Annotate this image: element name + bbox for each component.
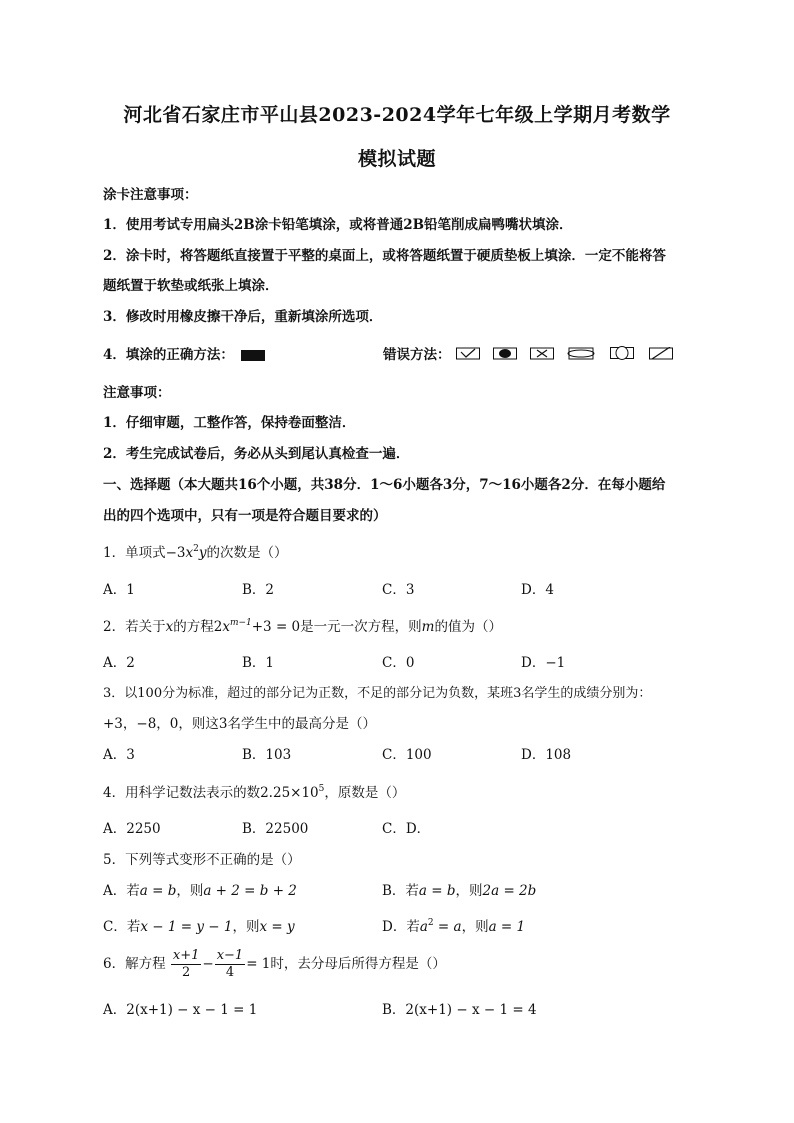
q2-post1: 是一元一次方程，则 [300,619,422,635]
q5-d-expr2: a = 1 [488,919,526,935]
note-2: 2．考生完成试卷后，务必从头到尾认真检查一遍． [103,446,410,462]
q1-post: 的次数是（） [206,545,288,561]
q6-option-b [382,998,537,1018]
wrong-check-mark-icon [456,345,480,364]
q1-expr-x: x [185,545,194,561]
q6-f1-den: 2 [182,965,191,980]
q5-c-expr2: x = y [259,919,295,935]
q2-pre: 2．若关于 [103,619,166,635]
wrong-circle-outline-icon [610,345,634,364]
q1-expr-sign: −3 [165,545,186,561]
card-note-2b: 题纸置于软垫或纸张上填涂． [103,278,279,294]
q3-option-c: C．100 [382,747,432,763]
wrong-methods-label: 错误方法： [383,347,451,363]
question-4-stem [103,781,405,801]
wrong-dot-fill-icon [493,345,517,364]
q3-option-b: B．103 [242,747,292,763]
q5-option-a [103,879,297,899]
q1-pre: 1．单项式 [103,545,166,561]
q5-c-expr1: x − 1 = y − 1 [140,919,233,935]
q5-a-expr2: a + 2 = b + 2 [203,883,297,899]
card-note-2a: 2．涂卡时，将答题纸直接置于平整的桌面上，或将答题纸置于硬质垫板上填涂．一定不能将答 [103,248,666,264]
q6-f1-num: x+1 [172,948,200,963]
q1-option-c: C．3 [382,582,415,598]
q6-fraction-2 [215,948,246,981]
wrong-slash-mark-icon [649,345,673,364]
question-3-line1: 3．以100分为标准，超过的部分记为正数，不足的部分记为负数，某班3名学生的成绩分别为： [103,686,652,701]
card-note-1: 1．使用考试专用扁头2B涂卡铅笔填涂，或将普通2B铅笔削成扁鸭嘴状填涂． [103,217,573,233]
section1-line1: 一、选择题（本大题共16个小题，共38分．1～6小题各3分，7～16小题各2分．在每小题给 [103,477,666,493]
q5-a-pre: A．若 [103,883,140,899]
q2-eq-coef: 2 [213,619,223,635]
wrong-cross-mark-icon [530,345,554,364]
q2-eq-rest: +3 = 0 [251,619,301,635]
q6-pre: 6．解方程 [103,956,166,972]
q6-post: 时，去分母后所得方程是（） [270,956,446,972]
q5-c-mid: ，则 [232,919,260,935]
q2-option-b: B．1 [242,655,275,671]
q5-d-mid: ，则 [461,919,489,935]
q1-option-d: D．4 [521,582,554,598]
q5-d-expr1a: a [419,919,428,935]
q6-a-label: A． [103,1002,127,1018]
note-1: 1．仔细审题，工整作答，保持卷面整洁． [103,415,356,431]
q5-a-mid: ，则 [176,883,204,899]
q2-mid: 的方程 [173,619,214,635]
q2-var-m: m [421,619,435,635]
q5-d-expr1-exp: 2 [427,918,434,928]
wrong-oval-outline-icon [567,345,595,364]
q3-option-a: A．3 [103,747,135,763]
q6-eq: = 1 [246,956,271,972]
q5-b-mid: ，则 [455,883,483,899]
card-note-3: 3．修改时用橡皮擦干净后，重新填涂所选项． [103,309,383,325]
q5-d-expr1b: = a [433,919,462,935]
q3-option-d: D．108 [521,747,572,763]
q6-option-a [103,998,257,1018]
question-1-stem [103,541,288,561]
q2-post2: 的值为（） [434,619,502,635]
q2-var: x [165,619,174,635]
q2-option-c: C．0 [382,655,415,671]
q6-f2-den: 4 [225,965,235,980]
q6-f2-num: x−1 [216,948,244,963]
q5-b-expr2: 2a = 2b [482,883,537,899]
q4-option-cd: C．D． [382,821,431,837]
q5-c-pre: C．若 [103,919,141,935]
question-6-stem [103,948,446,981]
q6-fraction-1 [171,948,202,981]
q2-option-a: A．2 [103,655,135,671]
q5-b-expr1: a = b [418,883,456,899]
notes-heading: 注意事项： [103,385,171,401]
q6-b-label: B． [382,1002,406,1018]
q5-option-d [382,915,525,935]
q6-a-expr: 2(x+1) − x − 1 = 1 [126,1002,258,1018]
q5-b-pre: B．若 [382,883,419,899]
section1-line2: 出的四个选项中，只有一项是符合题目要求的） [103,508,387,524]
q4-option-b: B．22500 [242,821,309,837]
q1-option-a: A．1 [103,582,135,598]
q4-post: ，原数是（） [324,785,406,801]
card-note-4: 4．填涂的正确方法： [103,347,234,363]
question-5-stem: 5．下列等式变形不正确的是（） [103,852,301,868]
q5-d-pre: D．若 [382,919,420,935]
q2-eq-exp: m−1 [229,618,252,628]
q2-option-d: D．−1 [521,655,566,671]
q5-option-c [103,915,295,935]
q1-option-b: B．2 [242,582,275,598]
question-3-line2: +3，−8，0，则这3名学生中的最高分是（） [103,716,376,732]
q5-option-b [382,879,536,899]
exam-title-line1: 河北省石家庄市平山县2023-2024学年七年级上学期月考数学 [123,104,671,126]
q4-num: 2.25×10 [260,785,319,801]
q4-option-a: A．2250 [103,821,161,837]
q4-exp: 5 [318,784,325,794]
q1-expr-y: y [198,545,207,561]
question-2-stem [103,615,502,635]
card-notes-heading: 涂卡注意事项： [103,187,198,203]
q1-expr-exp: 2 [193,544,199,554]
q6-minus: − [202,956,214,972]
exam-title-line2: 模拟试题 [357,148,436,170]
correct-fill-sample-icon [241,346,265,365]
q5-a-expr1: a = b [139,883,177,899]
q2-eq-x: x [222,619,230,635]
q4-pre: 4．用科学记数法表示的数 [103,785,261,801]
q6-b-expr: 2(x+1) − x − 1 = 4 [405,1002,537,1018]
